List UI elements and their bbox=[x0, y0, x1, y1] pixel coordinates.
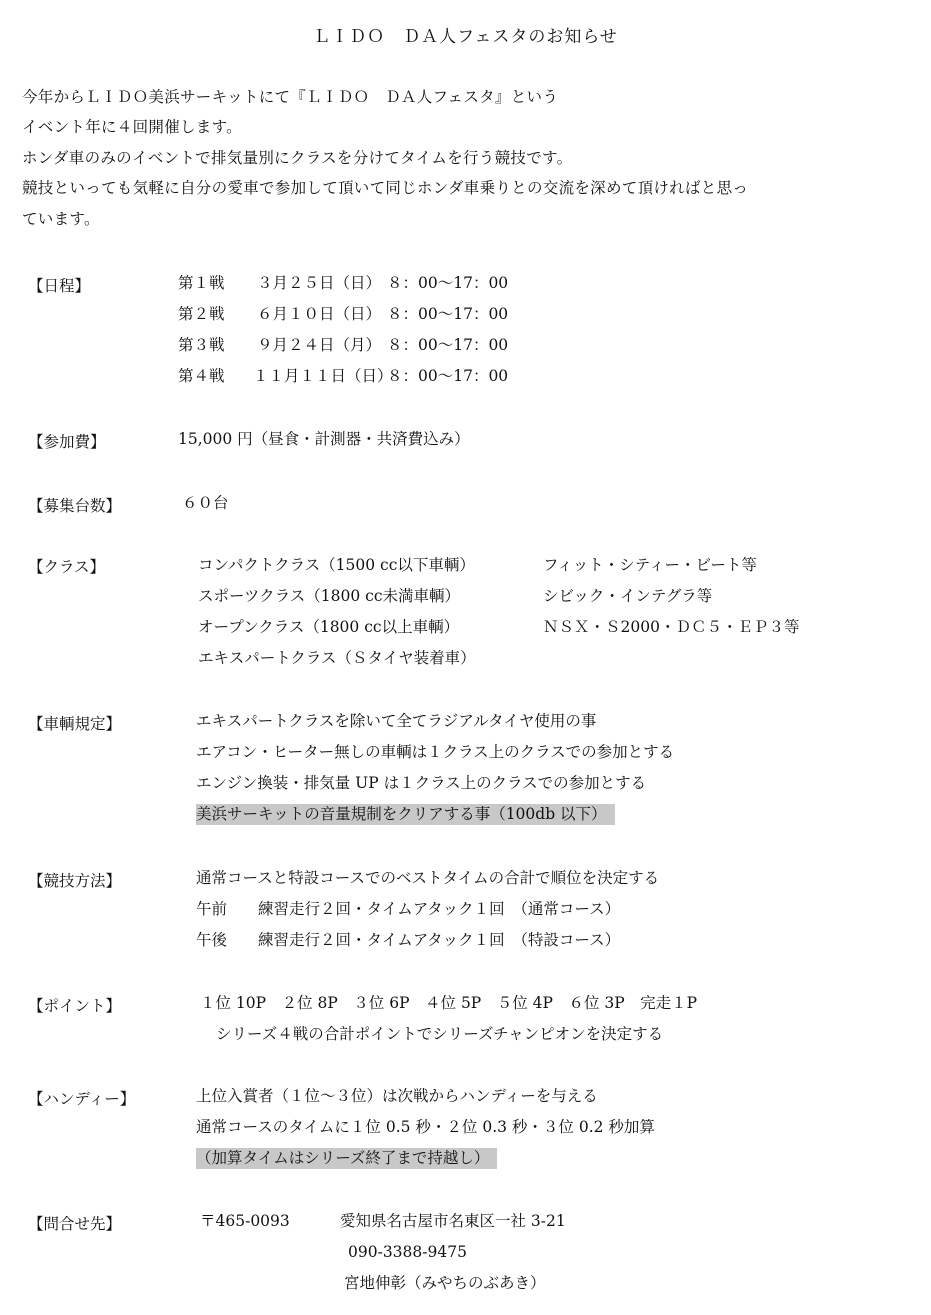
rule-line: エアコン・ヒーター無しの車輌は１クラス上のクラスでの参加とする bbox=[196, 743, 675, 761]
intro-line: ホンダ車のみのイベントで排気量別にクラスを分けてタイムを行う競技です。 bbox=[22, 148, 573, 167]
class-row bbox=[198, 581, 898, 612]
contact-address-row bbox=[200, 1206, 566, 1237]
contact-block bbox=[200, 1206, 566, 1299]
handicap-list bbox=[196, 1081, 655, 1174]
fee-label: 【参加費】 bbox=[28, 433, 106, 451]
points-line: シリーズ４戦の合計ポイントでシリーズチャンピオンを決定する bbox=[216, 1025, 664, 1043]
race-time: ８：00〜17：00 bbox=[387, 274, 509, 292]
capacity-label: 【募集台数】 bbox=[28, 497, 122, 515]
contact-label: 【問合せ先】 bbox=[28, 1215, 122, 1233]
class-cars: ＮＳＸ・Ｓ2000・ＤＣ５・ＥＰ３等 bbox=[543, 618, 800, 636]
schedule-row bbox=[178, 330, 508, 361]
rules-list bbox=[196, 706, 674, 830]
points-line: １位 10P ２位 8P ３位 6P ４位 5P ５位 4P ６位 3P 完走１P bbox=[200, 994, 698, 1012]
contact-name: 宮地伸彰（みやちのぶあき） bbox=[344, 1274, 546, 1292]
highlighted-text: （加算タイムはシリーズ終了まで持越し） bbox=[196, 1148, 497, 1169]
rule-line: エンジン換装・排気量 UP は１クラス上のクラスでの参加とする bbox=[196, 774, 647, 792]
points-list bbox=[200, 988, 697, 1050]
rules-label: 【車輌規定】 bbox=[28, 715, 122, 733]
capacity-value: ６０台 bbox=[182, 494, 229, 512]
schedule-list bbox=[178, 268, 508, 392]
rule-line-highlighted bbox=[196, 799, 674, 830]
address: 愛知県名古屋市名東区一社 3-21 bbox=[340, 1212, 566, 1230]
class-name: コンパクトクラス（1500 cc以下車輌） bbox=[198, 556, 475, 574]
class-cars: フィット・シティー・ビート等 bbox=[543, 556, 757, 574]
handicap-line: 通常コースのタイムに１位 0.5 秒・２位 0.3 秒・３位 0.2 秒加算 bbox=[196, 1118, 655, 1136]
class-name: スポーツクラス（1800 cc未満車輌） bbox=[198, 587, 460, 605]
intro-paragraph bbox=[22, 82, 912, 234]
schedule-label: 【日程】 bbox=[28, 277, 91, 295]
points-label: 【ポイント】 bbox=[28, 997, 122, 1015]
race-number: 第２戦 bbox=[178, 305, 225, 323]
classes-label: 【クラス】 bbox=[28, 558, 106, 576]
race-number: 第３戦 bbox=[178, 336, 225, 354]
race-number: 第４戦 bbox=[178, 367, 225, 385]
race-date: ９月２４日（月） bbox=[256, 336, 381, 354]
classes-list bbox=[198, 550, 898, 674]
race-time: ８：00〜17：00 bbox=[387, 336, 509, 354]
page-title: ＬＩＤＯ ＤＡ人フェスタのお知らせ bbox=[313, 27, 618, 47]
intro-line: イベント年に４回開催します。 bbox=[22, 118, 242, 137]
race-time: ８：00〜17：00 bbox=[387, 367, 509, 385]
highlighted-text: 美浜サーキットの音量規制をクリアする事（100db 以下） bbox=[196, 804, 615, 825]
rule-line: エキスパートクラスを除いて全てラジアルタイヤ使用の事 bbox=[196, 712, 597, 730]
schedule-row bbox=[178, 361, 508, 392]
method-list bbox=[196, 863, 659, 956]
race-date: ３月２５日（日） bbox=[256, 274, 381, 292]
class-row bbox=[198, 550, 898, 581]
class-name: オープンクラス（1800 cc以上車輌） bbox=[198, 618, 460, 636]
method-line: 午前 練習走行２回・タイムアタック１回 （通常コース） bbox=[196, 900, 621, 918]
class-row bbox=[198, 643, 898, 674]
race-number: 第１戦 bbox=[178, 274, 225, 292]
class-row bbox=[198, 612, 898, 643]
race-time: ８：00〜17：00 bbox=[387, 305, 509, 323]
postal-code: 〒465-0093 bbox=[200, 1212, 290, 1230]
handicap-line-highlighted bbox=[196, 1143, 655, 1174]
schedule-row bbox=[178, 299, 508, 330]
phone-number: 090-3388-9475 bbox=[348, 1243, 467, 1261]
class-name: エキスパートクラス（Ｓタイヤ装着車） bbox=[198, 649, 476, 667]
handicap-line: 上位入賞者（１位〜３位）は次戦からハンディーを与える bbox=[196, 1087, 598, 1105]
race-date: ６月１０日（日） bbox=[256, 305, 381, 323]
method-line: 通常コースと特設コースでのベストタイムの合計で順位を決定する bbox=[196, 869, 660, 887]
handicap-label: 【ハンディー】 bbox=[28, 1090, 136, 1108]
schedule-row bbox=[178, 268, 508, 299]
method-line: 午後 練習走行２回・タイムアタック１回 （特設コース） bbox=[196, 931, 621, 949]
fee-value: 15,000 円（昼食・計測器・共済費込み） bbox=[178, 430, 470, 448]
class-cars: シビック・インテグラ等 bbox=[543, 587, 713, 605]
intro-line: 今年からＬＩＤＯ美浜サーキットにて『ＬＩＤＯ ＤＡ人フェスタ』という bbox=[22, 88, 559, 106]
intro-line: 競技といっても気軽に自分の愛車で参加して頂いて同じホンダ車乗りとの交流を深めて頂ければと思っ bbox=[22, 179, 749, 198]
intro-line: ています。 bbox=[22, 209, 100, 228]
race-date: １１月１１日（日） bbox=[253, 367, 393, 385]
method-label: 【競技方法】 bbox=[28, 872, 122, 890]
